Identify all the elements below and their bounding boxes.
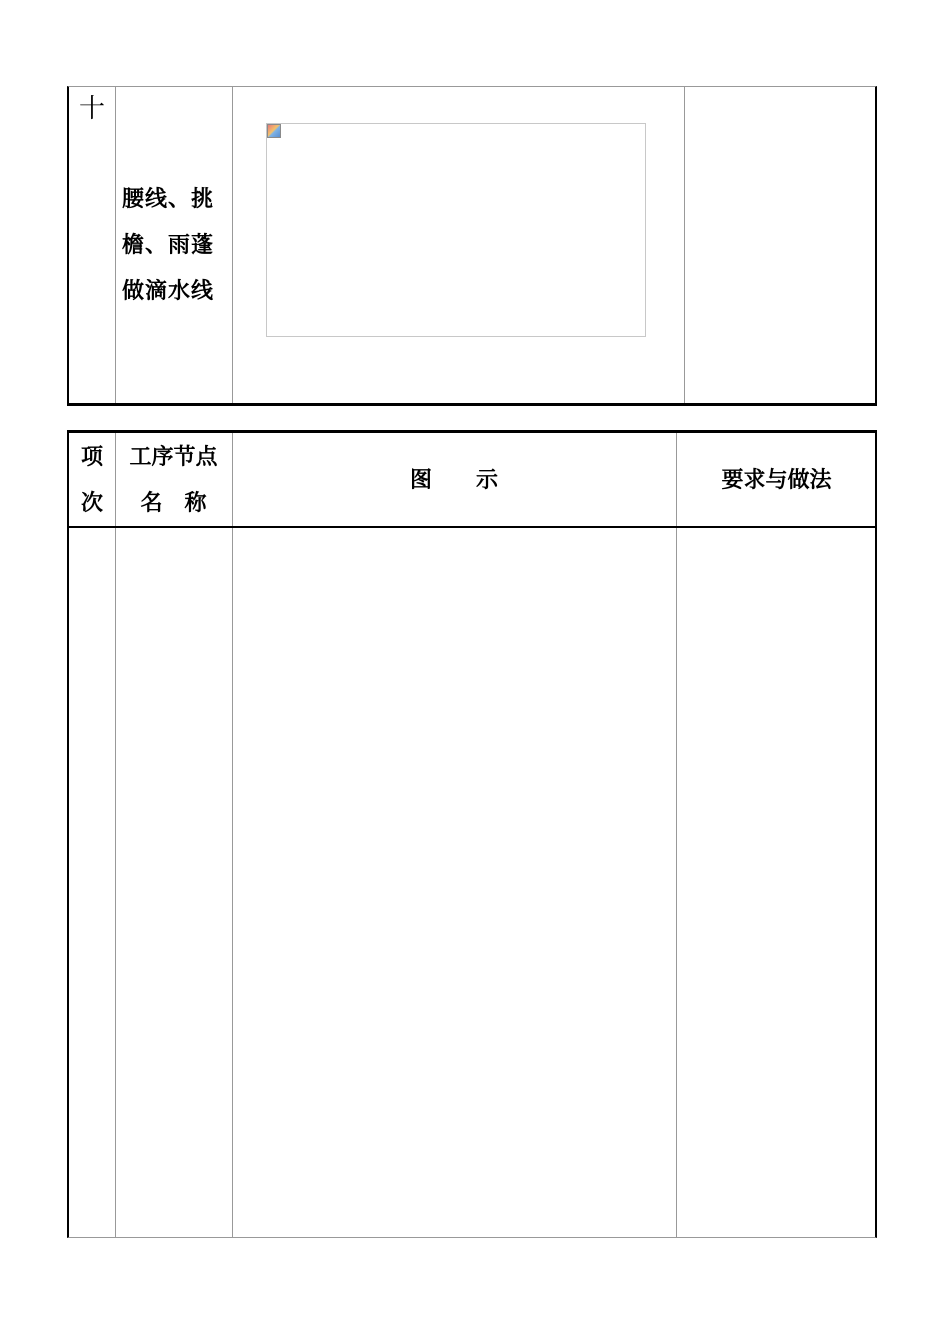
header-item-no <box>69 435 115 527</box>
column-divider <box>115 433 116 1237</box>
table-next <box>67 430 877 1238</box>
node-name-line: 檐、雨蓬 <box>122 233 215 258</box>
column-divider <box>115 87 116 403</box>
column-divider <box>676 433 677 1237</box>
column-divider <box>232 433 233 1237</box>
column-divider <box>232 87 233 403</box>
node-name <box>122 177 228 315</box>
header-requirements: 要求与做法 <box>721 468 832 493</box>
broken-image-icon <box>267 124 281 138</box>
diagram-image-placeholder <box>266 123 646 337</box>
table-row-ten <box>67 86 877 406</box>
column-divider <box>684 87 685 403</box>
header-node-name-line: 工序节点 <box>129 445 218 470</box>
header-node-name <box>115 435 232 527</box>
header-item-no-line: 次 <box>80 491 103 516</box>
header-diagram: 图 示 <box>409 468 498 493</box>
node-name-line: 做滴水线 <box>122 279 215 304</box>
header-item-no-line: 项 <box>80 445 103 470</box>
node-name-line: 腰线、挑 <box>122 187 215 212</box>
header-node-name-line: 名 称 <box>140 491 207 516</box>
item-number: 十 <box>79 94 106 124</box>
